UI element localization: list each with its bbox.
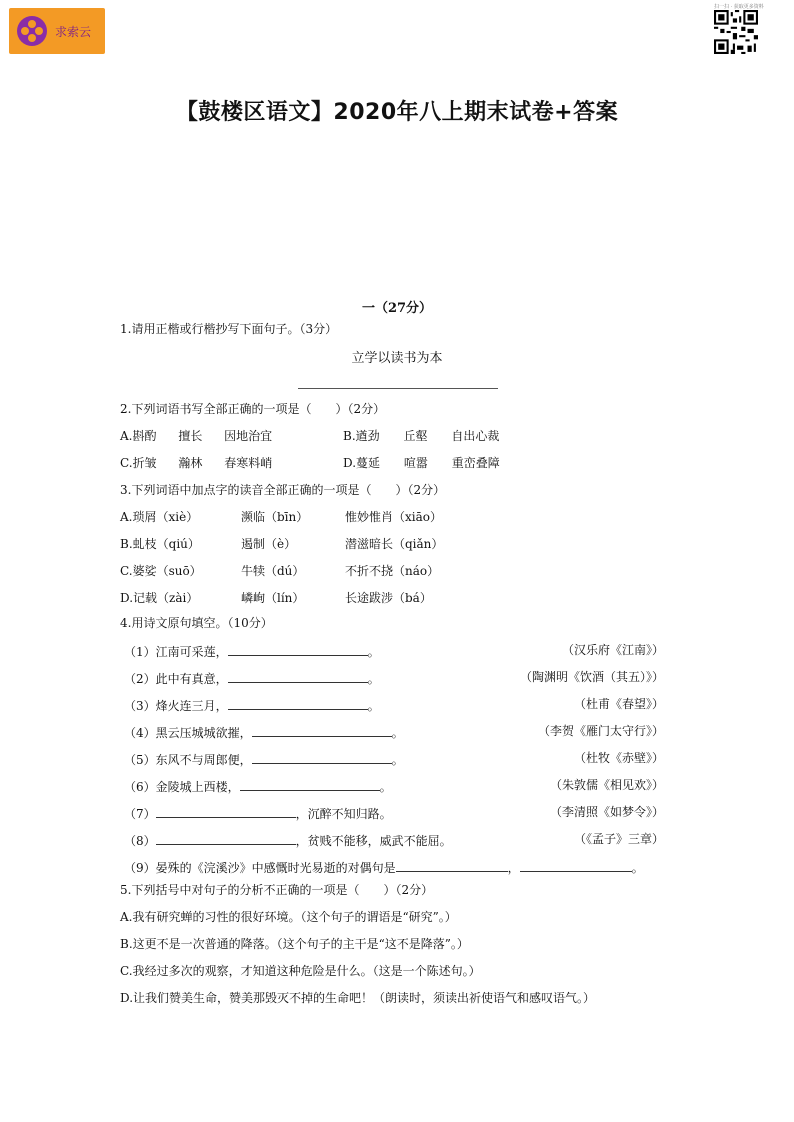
- q5-option-d: D.让我们赞美生命，赞美那毁灭不掉的生命吧！（朗读时，须读出祈使语气和感叹语气。）: [120, 991, 596, 1005]
- item-text: （4）黑云压城城欲摧，: [124, 726, 252, 740]
- item-text: （5）东风不与周郎便，: [124, 753, 252, 767]
- answer-blank[interactable]: [228, 669, 368, 683]
- q2-option-c: [120, 455, 272, 471]
- logo-text: 求索云: [55, 25, 92, 39]
- fill-item: [124, 858, 644, 876]
- item-text: （3）烽火连三月，: [124, 699, 228, 713]
- item-text: （8）: [124, 834, 156, 848]
- item-tail: 。: [367, 699, 380, 713]
- q3-option-b-3: 潜滋暗长（qiǎn）: [345, 537, 444, 551]
- word: B.遒劲: [343, 429, 380, 443]
- answer-blank[interactable]: [520, 858, 632, 872]
- q1-answer-line: [298, 388, 498, 389]
- q3-option-c-1: C.婆娑（suō）: [120, 564, 202, 578]
- fill-item: [124, 804, 392, 822]
- fill-item: [124, 831, 452, 849]
- word: 瀚林: [178, 456, 203, 470]
- item-source: （朱敦儒《相见欢》）: [549, 778, 664, 792]
- fill-item: [124, 642, 380, 660]
- answer-blank[interactable]: [240, 777, 380, 791]
- flower-icon: [17, 16, 47, 46]
- item-source: （陶渊明《饮酒（其五）》）: [519, 670, 664, 684]
- word: 春寒料峭: [224, 456, 273, 470]
- q3-option-a-2: 濒临（bīn）: [241, 510, 309, 524]
- answer-blank[interactable]: [228, 642, 368, 656]
- item-text: （9）晏殊的《浣溪沙》中感慨时光易逝的对偶句是: [124, 861, 396, 875]
- section-heading: 一（27分）: [361, 301, 433, 316]
- q2-prompt: 2.下列词语书写全部正确的一项是（ ）（2分）: [120, 402, 386, 416]
- item-tail: ，贫贱不能移，威武不能屈。: [295, 834, 452, 848]
- fill-item: [124, 750, 404, 768]
- item-tail: 。: [367, 645, 380, 659]
- brand-logo: [9, 8, 105, 54]
- q5-option-a: A.我有研究蝉的习性的很好环境。（这个句子的谓语是“研究”。）: [120, 910, 457, 924]
- q3-option-b-2: 遏制（è）: [241, 537, 297, 551]
- q4-prompt: 4.用诗文原句填空。（10分）: [120, 616, 273, 630]
- word: 丘壑: [403, 429, 428, 443]
- word: 重峦叠障: [451, 456, 500, 470]
- q1-sentence: 立学以读书为本: [351, 351, 443, 366]
- q3-option-c-3: 不折不挠（náo）: [345, 564, 440, 578]
- q3-prompt: 3.下列词语中加点字的读音全部正确的一项是（ ）（2分）: [120, 483, 446, 497]
- q3-option-d-1: D.记载（zài）: [120, 591, 199, 605]
- item-source: （李清照《如梦令》）: [549, 805, 664, 819]
- item-tail: 。: [631, 861, 644, 875]
- item-tail: ，沉醉不知归路。: [295, 807, 392, 821]
- item-source: （杜甫《春望》）: [573, 697, 664, 711]
- answer-blank[interactable]: [252, 750, 392, 764]
- word: 自出心裁: [451, 429, 500, 443]
- word: 擅长: [178, 429, 203, 443]
- word: C.折皱: [120, 456, 157, 470]
- qr-caption: 扫一扫 · 获取更多资料: [714, 4, 764, 10]
- q3-option-a-3: 惟妙惟肖（xiāo）: [345, 510, 442, 524]
- fill-item: [124, 696, 380, 714]
- q5-option-c: C.我经过多次的观察，才知道这种危险是什么。（这是一个陈述句。）: [120, 964, 481, 978]
- q2-option-d: [343, 455, 500, 471]
- item-source: （李贺《雁门太守行》）: [537, 724, 664, 738]
- q2-option-a: [120, 428, 272, 444]
- word: 喧嚣: [403, 456, 428, 470]
- item-tail: 。: [379, 780, 392, 794]
- q3-option-c-2: 牛犊（dú）: [241, 564, 305, 578]
- fill-item: [124, 723, 404, 741]
- answer-blank[interactable]: [252, 723, 392, 737]
- page-title: 【鼓楼区语文】2020年八上期末试卷+答案: [175, 100, 619, 125]
- q3-option-b-1: B.虬枝（qiú）: [120, 537, 200, 551]
- q5-option-b: B.这更不是一次普通的降落。（这个句子的主干是“这不是降落”。）: [120, 937, 469, 951]
- answer-blank[interactable]: [156, 804, 296, 818]
- item-source: （汉乐府《江南》）: [561, 643, 664, 657]
- item-text: （6）金陵城上西楼，: [124, 780, 240, 794]
- item-text: （1）江南可采莲，: [124, 645, 228, 659]
- fill-item: [124, 777, 392, 795]
- item-text: （7）: [124, 807, 156, 821]
- item-source: （《孟子》三章）: [573, 832, 664, 846]
- q1-prompt: 1.请用正楷或行楷抄写下面句子。（3分）: [120, 322, 338, 336]
- q5-prompt: 5.下列括号中对句子的分析不正确的一项是（ ）（2分）: [120, 883, 434, 897]
- word: A.斟酌: [120, 429, 157, 443]
- item-mid: ，: [507, 861, 520, 875]
- item-tail: 。: [391, 753, 404, 767]
- answer-blank[interactable]: [156, 831, 296, 845]
- q3-option-a-1: A.琐屑（xiè）: [120, 510, 199, 524]
- q3-option-d-3: 长途跋涉（bá）: [345, 591, 432, 605]
- item-tail: 。: [367, 672, 380, 686]
- item-tail: 。: [391, 726, 404, 740]
- qr-code-icon: [714, 10, 758, 54]
- q3-option-d-2: 嶙峋（lín）: [241, 591, 305, 605]
- q2-option-b: [343, 428, 499, 444]
- answer-blank[interactable]: [396, 858, 508, 872]
- word: D.蔓延: [343, 456, 381, 470]
- fill-item: [124, 669, 380, 687]
- item-text: （2）此中有真意，: [124, 672, 228, 686]
- answer-blank[interactable]: [228, 696, 368, 710]
- word: 因地治宜: [224, 429, 273, 443]
- item-source: （杜牧《赤壁》）: [573, 751, 664, 765]
